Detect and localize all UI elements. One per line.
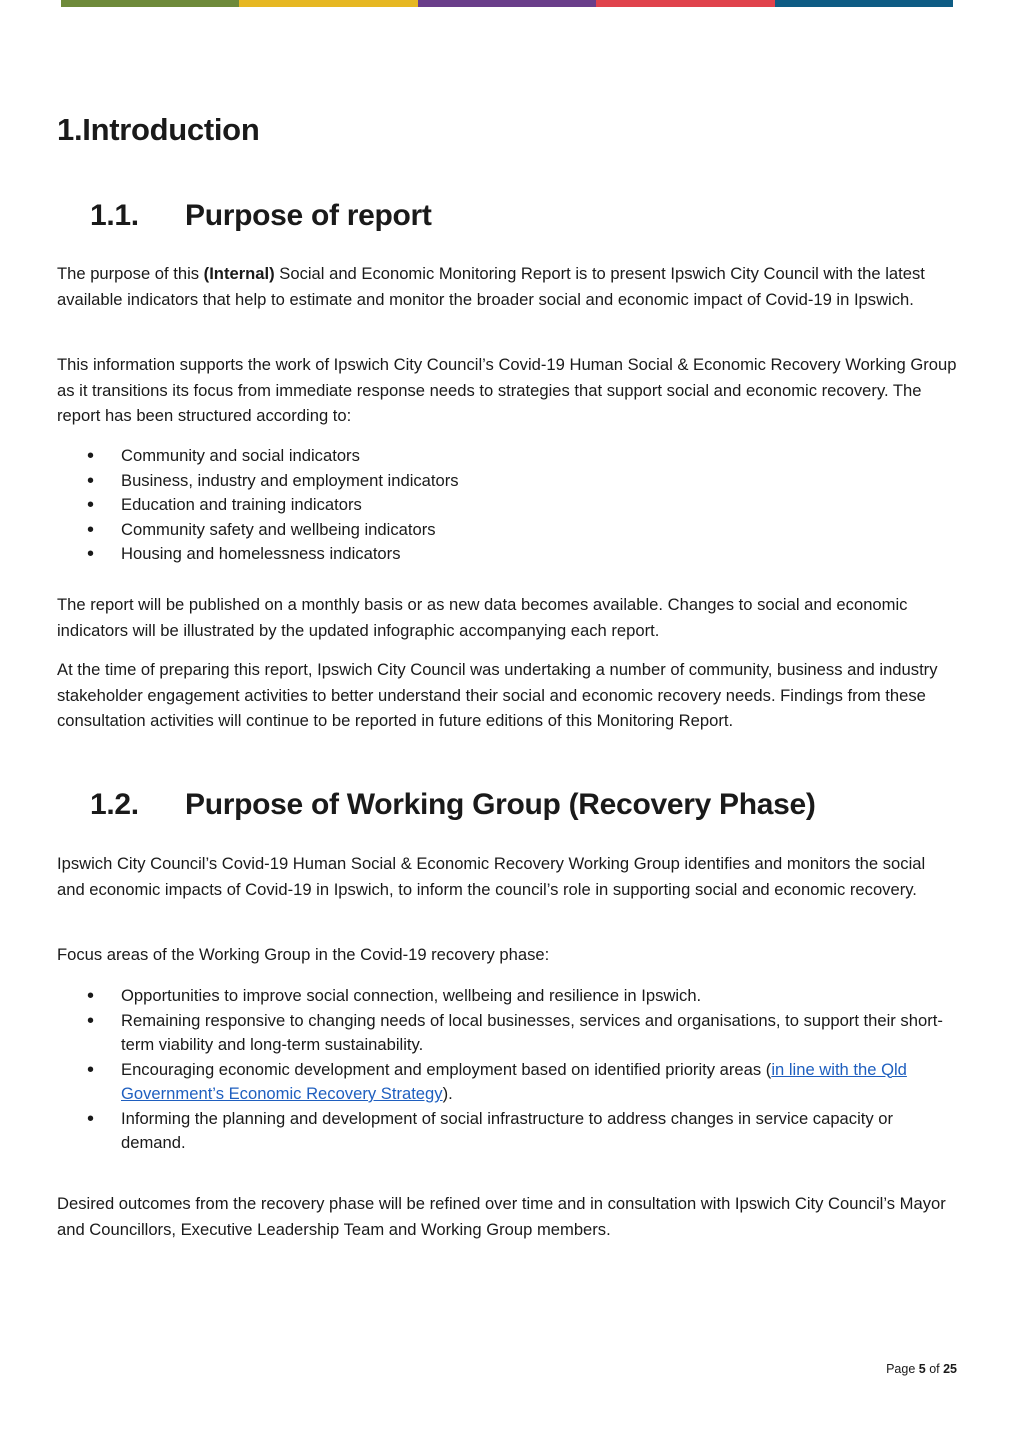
paragraph-engagement: At the time of preparing this report, Ipswich City Council was undertaking a number of community, business and industry stakeholder engagement activities to better understand their social and economic recovery needs. Findings from these consultation activities will continue to be reported in future editions of this Monitoring Report. [57,660,938,730]
paragraph-focus-areas: Focus areas of the Working Group in the Covid-19 recovery phase: [57,945,550,964]
list-item: • Housing and homelessness indicators [57,542,957,567]
focus-area-list [57,984,957,1156]
heading-number: 1. [57,112,83,147]
text-run: ). [442,1084,453,1103]
current-page: 5 [918,1362,926,1376]
page-number [886,1362,957,1376]
heading-introduction [57,112,259,148]
heading-title: Introduction [82,112,260,147]
color-segment-green [61,0,239,7]
section-title: Purpose of Working Group (Recovery Phase) [185,788,816,821]
paragraph-publishing: The report will be published on a monthly basis or as new data becomes available. Changes to social and economic indicators will be illustrated by the updated infographic accompanying each report. [57,595,908,640]
total-pages: 25 [943,1362,957,1376]
color-segment-yellow [239,0,417,7]
paragraph-working-group: This information supports the work of Ipswich City Council’s Covid-19 Human Social & Economic Recovery Working Group as it transitions its focus from immediate response needs to strategies that support social and economic recovery. The report has been structured according to: [57,355,957,425]
text-run: Encouraging economic development and employment based on identified priority areas ( [121,1059,772,1079]
section-number: 1.2. [90,788,139,821]
page-label: Page [886,1362,919,1376]
text-run: The purpose of this [57,264,204,283]
paragraph-working-group-role: Ipswich City Council’s Covid-19 Human Social & Economic Recovery Working Group identifies and monitors the social and economic impacts of Covid-19 in Ipswich, to inform the council’s role in supporting social and economic recovery. [57,854,926,899]
list-item: • Remaining responsive to changing needs of local businesses, services and organisations, to support their short-term viability and long-term sustainability. [57,1009,957,1058]
section-title: Purpose of report [185,199,432,232]
color-segment-blue [775,0,953,7]
color-segment-red [596,0,774,7]
top-color-bar [61,0,953,7]
paragraph-desired-outcomes: Desired outcomes from the recovery phase will be refined over time and in consultation with Ipswich City Council’s Mayor and Councillors, Executive Leadership Team and Working Group members. [57,1194,946,1239]
page-of-label: of [925,1362,944,1376]
list-item: • Business, industry and employment indicators [57,469,957,494]
section-number: 1.1. [90,199,139,232]
economic-recovery-strategy-link[interactable]: in line with the Qld Government’s Economic Recovery Strategy [121,1059,907,1103]
heading-purpose-of-working-group [90,788,816,822]
paragraph-purpose [57,261,957,312]
list-item: • Opportunities to improve social connection, wellbeing and resilience in Ipswich. [57,984,957,1009]
indicator-list [57,444,957,567]
list-item [57,1058,957,1107]
list-item: • Education and training indicators [57,493,957,518]
list-item: • Informing the planning and development of social infrastructure to address changes in service capacity or demand. [57,1107,957,1156]
bold-text: (Internal) [203,264,275,283]
list-item: • Community and social indicators [57,444,957,469]
text-run: Social and Economic Monitoring Report is to present Ipswich City Council with the latest available indicators that help to estimate and monitor the broader social and economic impact of Covid-19 in Ipswich. [57,264,925,309]
heading-purpose-of-report [90,199,432,233]
color-segment-purple [418,0,596,7]
list-item: • Community safety and wellbeing indicators [57,518,957,543]
